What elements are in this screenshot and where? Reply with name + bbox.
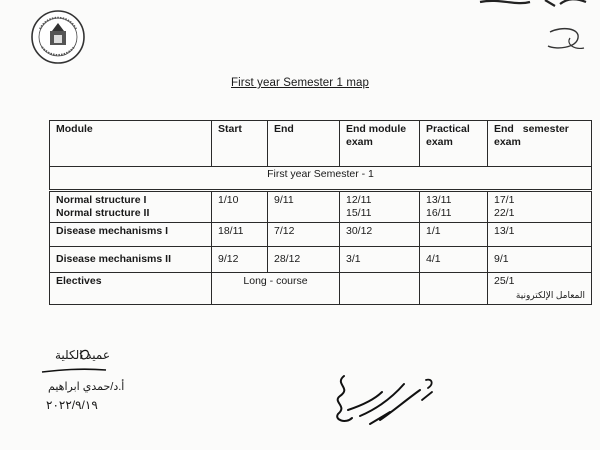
start-cell: 18/11 [212, 223, 268, 247]
end-cell: 7/12 [268, 223, 340, 247]
end-cell: 28/12 [268, 247, 340, 273]
header-practical-exam: Practical exam [420, 121, 488, 167]
practical-cell: 4/1 [420, 247, 488, 273]
module-name: Disease mechanisms II [50, 247, 212, 273]
table-row [50, 223, 592, 247]
module-name: Electives [50, 273, 212, 305]
start-cell: 9/12 [212, 247, 268, 273]
end-module-cell: 12/11 15/11 [340, 191, 420, 223]
module-name: Normal structure I [56, 194, 147, 206]
faculty-seal-logo [30, 9, 86, 65]
long-course-cell: Long - course [212, 273, 340, 305]
section-row [50, 167, 592, 191]
practical-cell: 13/11 16/11 [420, 191, 488, 223]
end-semester-cell: 9/1 [488, 247, 592, 273]
end-module-cell [340, 273, 420, 305]
table-row [50, 273, 592, 305]
header-end-semester-exam: End semester exam [488, 121, 592, 167]
start-cell: 1/10 [212, 191, 268, 223]
end-cell: 9/11 [268, 191, 340, 223]
dean-title: عميد الكلية [55, 348, 110, 362]
semester-map-table [49, 120, 592, 305]
dean-name: أ.د/حمدي ابراهيم [48, 381, 125, 393]
module-cell [50, 191, 212, 223]
header-module: Module [50, 121, 212, 167]
end-semester-cell: 13/1 [488, 223, 592, 247]
section-label: First year Semester - 1 [50, 167, 592, 191]
table-row [50, 191, 592, 223]
header-end-module-exam: End module exam [340, 121, 420, 167]
document-title: First year Semester 1 map [231, 77, 369, 89]
table-header-row [50, 121, 592, 167]
end-module-cell: 30/12 [340, 223, 420, 247]
module-name: Disease mechanisms I [50, 223, 212, 247]
module-name: Normal structure II [56, 207, 150, 219]
end-semester-cell: 25/1 المعامل الإلكترونية [488, 273, 592, 305]
end-semester-cell: 17/1 22/1 [488, 191, 592, 223]
corner-logo-mark [540, 24, 588, 56]
practical-cell: 1/1 [420, 223, 488, 247]
exam-location-note: المعامل الإلكترونية [515, 290, 585, 300]
header-end: End [268, 121, 340, 167]
practical-cell [420, 273, 488, 305]
signature-date: ٢٠٢٢/٩/١٩ [46, 398, 98, 412]
table-row [50, 247, 592, 273]
header-start: Start [212, 121, 268, 167]
handwritten-signature [330, 370, 445, 430]
cropped-header-mark [470, 0, 590, 10]
end-module-cell: 3/1 [340, 247, 420, 273]
